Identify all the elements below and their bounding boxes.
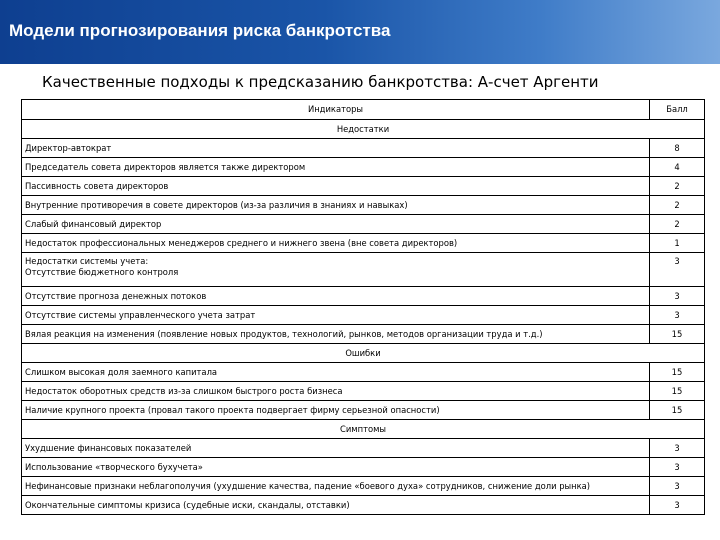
indicator-score: 3 bbox=[650, 439, 705, 458]
indicator-score: 3 bbox=[650, 306, 705, 325]
section-title: Симптомы bbox=[22, 420, 705, 439]
table-header-row bbox=[22, 100, 705, 120]
indicator-label-line1: Недостатки системы учета: bbox=[25, 256, 149, 266]
section-row-mistakes bbox=[22, 344, 705, 363]
table-row bbox=[22, 287, 705, 306]
indicator-label: Слишком высокая доля заемного капитала bbox=[22, 363, 650, 382]
table-row bbox=[22, 234, 705, 253]
indicator-score: 2 bbox=[650, 177, 705, 196]
indicator-label: Отсутствие прогноза денежных потоков bbox=[22, 287, 650, 306]
table-row bbox=[22, 215, 705, 234]
section-row-symptoms bbox=[22, 420, 705, 439]
indicator-label: Использование «творческого бухучета» bbox=[22, 458, 650, 477]
indicator-label: Пассивность совета директоров bbox=[22, 177, 650, 196]
table-row bbox=[22, 177, 705, 196]
indicator-label: Ухудшение финансовых показателей bbox=[22, 439, 650, 458]
indicator-label: Директор-автократ bbox=[22, 139, 650, 158]
section-row-deficiencies bbox=[22, 120, 705, 139]
indicator-label bbox=[22, 253, 650, 287]
indicator-score: 3 bbox=[650, 496, 705, 515]
indicator-score: 3 bbox=[650, 287, 705, 306]
indicator-label: Внутренние противоречия в совете директоров (из-за различия в знаниях и навыках) bbox=[22, 196, 650, 215]
slide-subtitle: Качественные подходы к предсказанию банкротства: А-счет Аргенти bbox=[42, 73, 599, 91]
page-title: Модели прогнозирования риска банкротства bbox=[9, 21, 391, 40]
section-title: Ошибки bbox=[22, 344, 705, 363]
table-row bbox=[22, 382, 705, 401]
indicator-label: Недостаток оборотных средств из-за слишком быстрого роста бизнеса bbox=[22, 382, 650, 401]
table-row bbox=[22, 196, 705, 215]
table-row bbox=[22, 158, 705, 177]
table-row bbox=[22, 306, 705, 325]
table-row bbox=[22, 439, 705, 458]
table-row bbox=[22, 477, 705, 496]
indicator-score: 8 bbox=[650, 139, 705, 158]
indicator-label-line2: Отсутствие бюджетного контроля bbox=[25, 267, 179, 277]
indicator-score: 3 bbox=[650, 458, 705, 477]
indicator-score: 15 bbox=[650, 325, 705, 344]
indicator-label: Окончательные симптомы кризиса (судебные иски, скандалы, отставки) bbox=[22, 496, 650, 515]
indicator-label: Наличие крупного проекта (провал такого проекта подвергает фирму серьезной опасности) bbox=[22, 401, 650, 420]
table-row bbox=[22, 458, 705, 477]
indicator-label: Председатель совета директоров является также директором bbox=[22, 158, 650, 177]
indicator-score: 2 bbox=[650, 215, 705, 234]
indicator-label: Недостаток профессиональных менеджеров среднего и нижнего звена (вне совета директоров) bbox=[22, 234, 650, 253]
indicator-label: Нефинансовые признаки неблагополучия (ухудшение качества, падение «боевого духа» сотрудников, снижение доли рынка) bbox=[22, 477, 650, 496]
table-row bbox=[22, 496, 705, 515]
table-row bbox=[22, 401, 705, 420]
table-row bbox=[22, 363, 705, 382]
table-row bbox=[22, 253, 705, 287]
indicator-score: 3 bbox=[650, 477, 705, 496]
indicator-score: 15 bbox=[650, 401, 705, 420]
indicator-label: Слабый финансовый директор bbox=[22, 215, 650, 234]
indicator-score: 15 bbox=[650, 382, 705, 401]
indicator-label: Отсутствие системы управленческого учета затрат bbox=[22, 306, 650, 325]
column-header-score: Балл bbox=[650, 100, 705, 120]
indicator-score: 1 bbox=[650, 234, 705, 253]
title-banner bbox=[0, 0, 720, 64]
table-row bbox=[22, 139, 705, 158]
indicator-score: 4 bbox=[650, 158, 705, 177]
column-header-indicators: Индикаторы bbox=[22, 100, 650, 120]
table-row bbox=[22, 325, 705, 344]
indicator-score: 15 bbox=[650, 363, 705, 382]
indicator-label: Вялая реакция на изменения (появление новых продуктов, технологий, рынков, методов организации труда и т.д.) bbox=[22, 325, 650, 344]
section-title: Недостатки bbox=[22, 120, 705, 139]
indicator-score: 2 bbox=[650, 196, 705, 215]
indicator-score: 3 bbox=[650, 253, 705, 287]
argenti-score-table bbox=[21, 99, 705, 515]
